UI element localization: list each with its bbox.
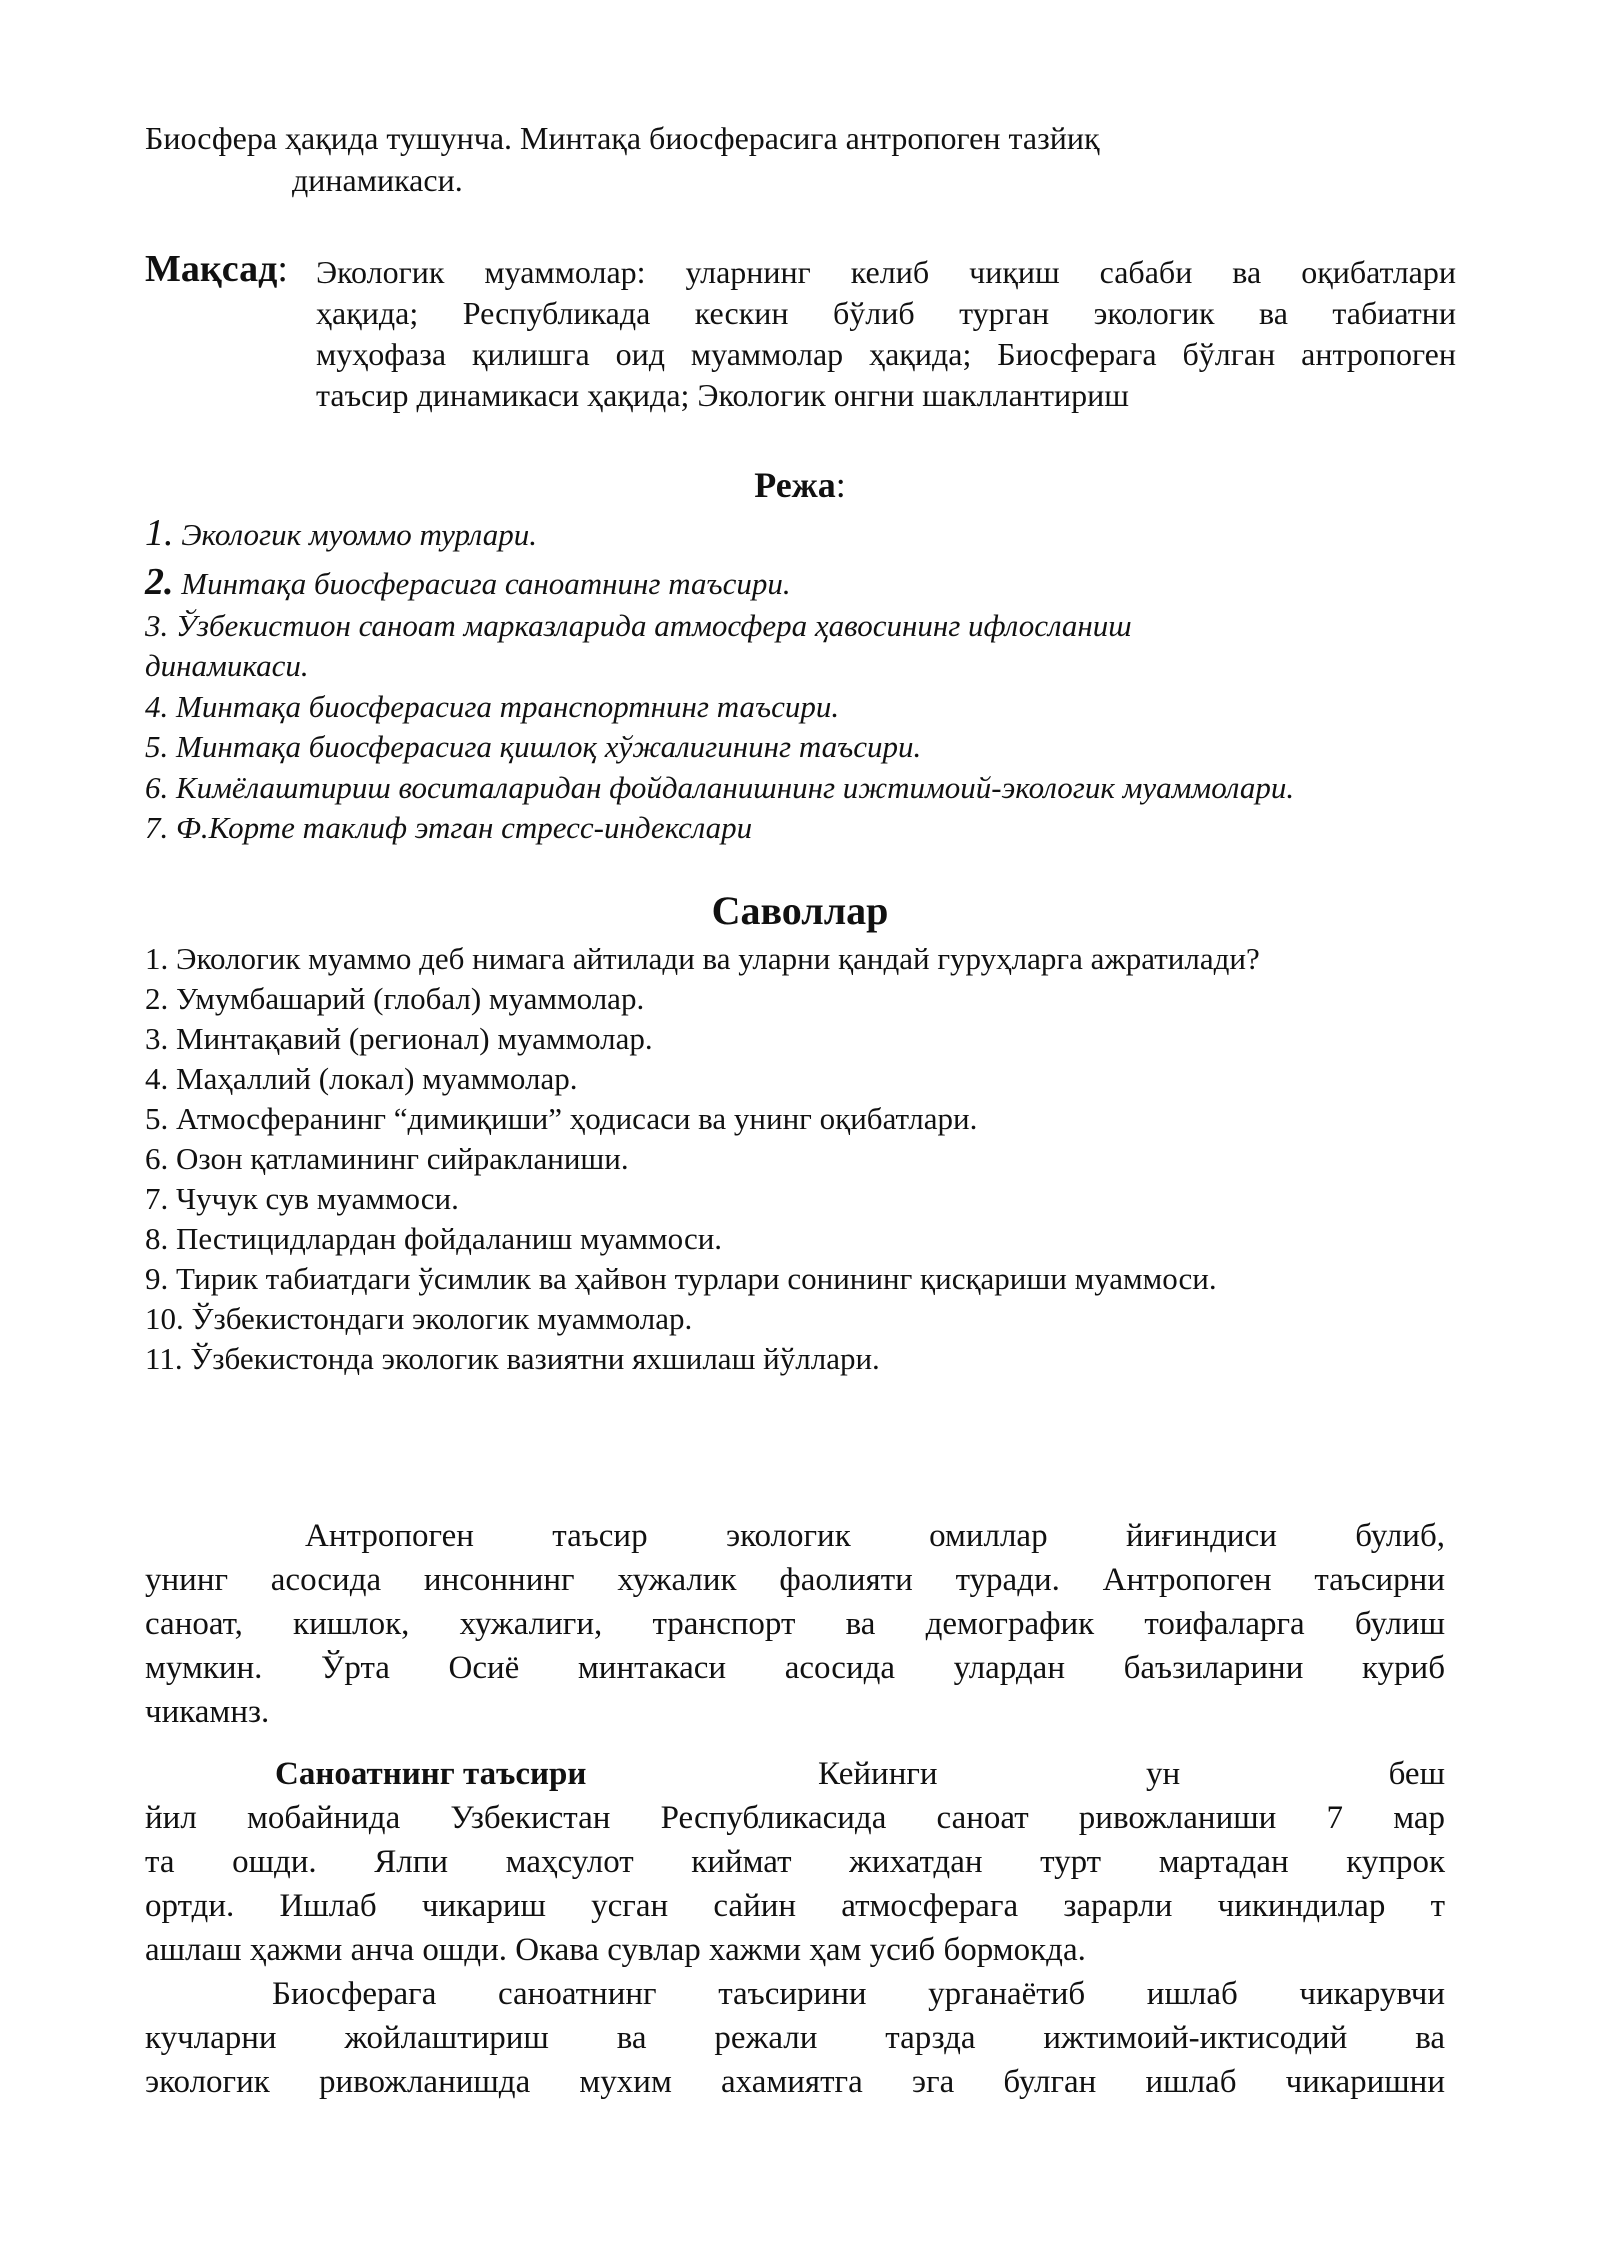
question-item: 6. Озон қатламининг сийракланиши. [145,1141,629,1176]
goal-label-colon: : [277,248,288,290]
body-paragraph-line: унинг асосида инсоннинг хужалик фаолияти туради. Антропоген таъсирни [145,1562,1445,1598]
body-paragraph-line: экологик ривожланишда мухим ахамиятга эга булган ишлаб чикаришни [145,2064,1445,2100]
plan-item-text: Экологик муоммо турлари. [173,517,537,552]
question-item: 5. Атмосферанинг “димиқиши” ҳодисаси ва унинг оқибатлари. [145,1101,978,1136]
question-item: 2. Умумбашарий (глобал) муаммолар. [145,981,645,1016]
plan-item: динамикаси. [145,648,309,683]
plan-item: 3. Ўзбекистион саноат марказларида атмосфера ҳавосининг ифлосланиш [145,608,1132,643]
document-title-line-2: динамикаси. [292,162,463,198]
question-item: 3. Минтақавий (регионал) муаммолар. [145,1021,653,1056]
plan-item: 5. Минтақа биосферасига қишлоқ хўжалигининг таъсири. [145,729,922,764]
plan-item: 6. Кимёлаштириш воситаларидан фойдаланишнинг ижтимоий-экологик муаммолари. [145,770,1295,805]
body-paragraph-line: Биосферага саноатнинг таъсирини урганаётиб ишлаб чикарувчи [272,1976,1445,2012]
question-item: 8. Пестицидлардан фойдаланиш муаммоси. [145,1221,723,1256]
body-paragraph-line: ортди. Ишлаб чикариш усган сайин атмосферага зарарли чикиндилар т [145,1888,1445,1924]
goal-line: ҳақида; Республикада кескин бўлиб турган экологик ва табиатни [316,295,1456,331]
plan-heading-colon: : [835,465,846,505]
question-item: 7. Чучук сув муаммоси. [145,1181,459,1216]
document-title-line-1: Биосфера ҳақида тушунча. Минтақа биосферасига антропоген тазйиқ [145,120,1100,156]
body-paragraph-line: ашлаш ҳажми анча ошди. Окава сувлар хажми ҳам усиб бормокда. [145,1932,1086,1968]
body-paragraph-line: та ошди. Ялпи маҳсулот киймат жихатдан турт мартадан купрок [145,1844,1445,1880]
question-item: 4. Маҳаллий (локал) муаммолар. [145,1061,578,1096]
goal-line: Экологик муаммолар: уларнинг келиб чиқиш сабаби ва оқибатлари [316,254,1456,290]
question-item: 10. Ўзбекистондаги экологик муаммолар. [145,1301,693,1336]
goal-label-text: Мақсад [145,248,278,290]
plan-item: 4. Минтақа биосферасига транспортнинг таъсири. [145,689,840,724]
section-heading-industry: Саноатнинг таъсири [275,1756,587,1792]
body-paragraph-line: Антропоген таъсир экологик омиллар йиғиндиси булиб, [305,1518,1445,1554]
question-item: 11. Ўзбекистонда экологик вазиятни яхшилаш йўллари. [145,1341,880,1376]
plan-heading-text: Режа [754,465,836,505]
body-paragraph-line: чикамнз. [145,1694,270,1730]
plan-item-number: 1. [145,512,174,554]
questions-heading: Саволлар [711,888,889,933]
goal-text [316,252,1456,416]
plan-item: 7. Ф.Корте таклиф этган стресс-индекслари [145,810,753,845]
question-item: 9. Тирик табиатдаги ўсимлик ва ҳайвон турлари сонининг қисқариши муаммоси. [145,1261,1217,1296]
body-paragraph-line: мумкин. Ўрта Осиё минтакаси асосида улардан баъзиларини куриб [145,1650,1445,1686]
plan-item [145,513,537,555]
body-paragraph-line: саноат, кишлок, хужалиги, транспорт ва демографик тоифаларга булиш [145,1606,1445,1642]
body-paragraph-line: Кейинги ун беш [818,1756,1445,1792]
goal-label [145,246,288,292]
plan-item-text: Минтақа биосферасига саноатнинг таъсири. [173,566,791,601]
plan-item [145,562,791,604]
plan-item-number: 2. [145,561,174,603]
plan-heading [0,462,1600,508]
body-paragraph-line: кучларни жойлаштириш ва режали тарзда ижтимоий-иктисодий ва [145,2020,1445,2056]
goal-line: таъсир динамикаси ҳақида; Экологик онгни шакллантириш [316,377,1129,413]
question-item: 1. Экологик муаммо деб нимага айтилади ва уларни қандай гуруҳларга ажратилади? [145,941,1260,976]
goal-line: муҳофаза қилишга оид муаммолар ҳақида; Биосферага бўлган антропоген [316,336,1456,372]
body-paragraph-line: йил мобайнида Узбекистан Республикасида саноат ривожланиши 7 мар [145,1800,1445,1836]
